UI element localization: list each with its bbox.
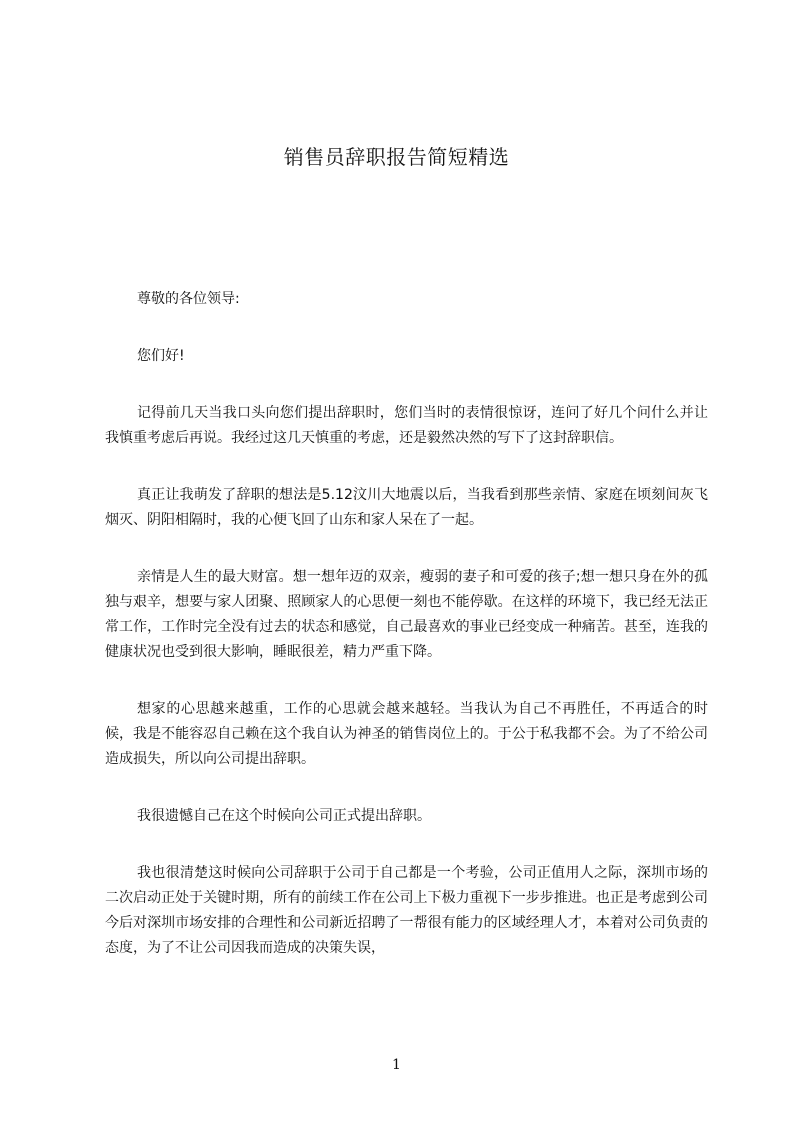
- body-paragraph: 我很遗憾自己在这个时候向公司正式提出辞职。: [137, 808, 431, 824]
- body-paragraph: 我也很清楚这时候向公司辞职于公司于自己都是一个考验，公司正值用人之际，深圳市场的二次启动正处于关键时期，所有的前续工作在公司上下极力重视下一步步推进。也正是考虑到公司今后对深圳市场安排的合理性和公司新近招聘了一帮很有能力的区域经理人才，本着对公司负责的态度，为了不让公司因我而造成的决策失误，: [105, 865, 708, 956]
- document-body: [105, 287, 708, 993]
- body-paragraph: 亲情是人生的最大财富。想一想年迈的双亲，瘦弱的妻子和可爱的孩子;想一想只身在外的孤独与艰辛，想要与家人团聚、照顾家人的心思便一刻也不能停歇。在这样的环境下，我已经无法正常工作，工作时完全没有过去的状态和感觉，自己最喜欢的事业已经变成一种痛苦。甚至，连我的健康状况也受到很大影响，睡眠很差，精力严重下降。: [105, 569, 708, 660]
- page-number: 1: [392, 1057, 401, 1073]
- body-paragraph: 想家的心思越来越重，工作的心思就会越来越轻。当我认为自己不再胜任，不再适合的时候，我是不能容忍自己赖在这个我自认为神圣的销售岗位上的。于公于私我都不会。为了不给公司造成损失，所以向公司提出辞职。: [105, 701, 708, 767]
- salutation-paragraph: 尊敬的各位领导:: [137, 291, 240, 307]
- body-paragraph: 记得前几天当我口头向您们提出辞职时，您们当时的表情很惊讶，连问了好几个问什么并让我慎重考虑后再说。我经过这几天慎重的考虑，还是毅然决然的写下了这封辞职信。: [105, 405, 708, 446]
- greeting-paragraph: 您们好!: [137, 348, 185, 364]
- body-paragraph: 真正让我萌发了辞职的想法是5.12汶川大地震以后，当我看到那些亲情、家庭在顷刻间灰飞烟灭、阴阳相隔时，我的心便飞回了山东和家人呆在了一起。: [105, 487, 708, 528]
- document-title: 销售员辞职报告简短精选: [283, 145, 510, 169]
